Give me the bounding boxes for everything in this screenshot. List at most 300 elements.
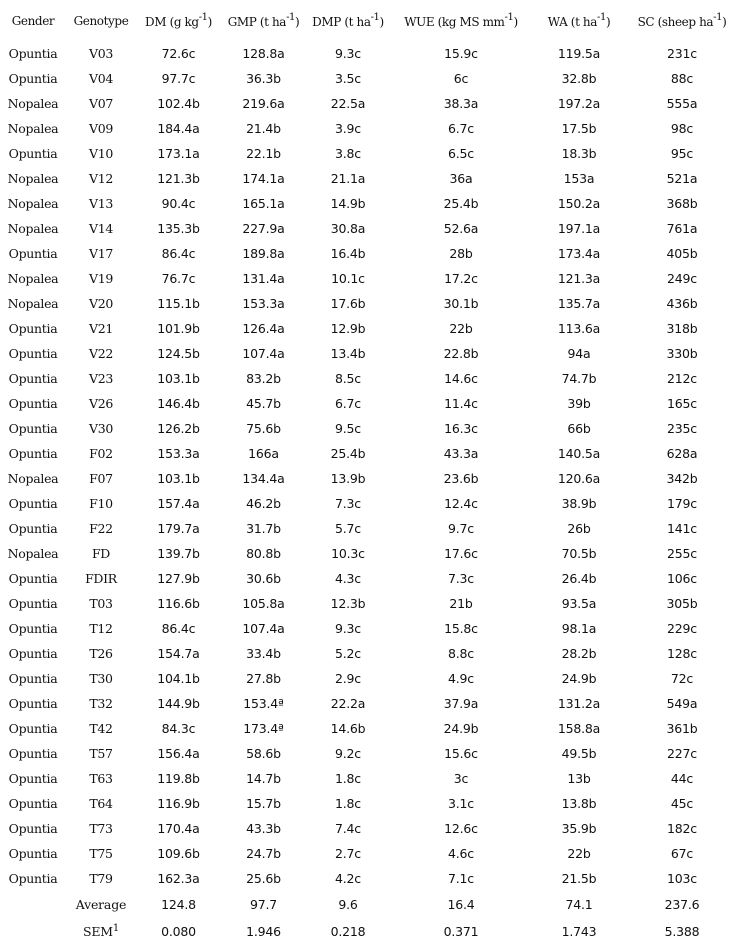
cell-wa: 197.2a [557,96,601,111]
cell-gmp: 45.7b [246,396,281,411]
cell-wa: 135.7a [557,296,601,311]
cell-dm: 127.9b [157,571,200,586]
cell-gender: Opuntia [8,646,58,661]
cell-dmp: 7.4c [335,821,361,836]
cell-gmp: 219.6a [242,96,285,111]
average-gmp: 97.7 [249,897,278,912]
cell-gender: Opuntia [8,671,58,686]
cell-wue: 15.9c [444,46,478,61]
cell-sc: 521a [666,171,698,186]
cell-dmp: 5.2c [335,646,361,661]
cell-gmp: 107.4a [242,621,285,636]
cell-gmp: 21.4b [246,121,281,136]
cell-sc: 330b [666,346,698,361]
cell-dmp: 4.2c [335,871,361,886]
cell-genotype: T57 [89,746,113,761]
cell-gmp: 43.3b [246,821,281,836]
cell-dmp: 25.4b [330,446,366,461]
cell-gmp: 24.7b [246,846,281,861]
cell-wue: 12.6c [444,821,478,836]
cell-sc: 44c [670,771,694,786]
cell-gender: Nopalea [7,296,59,311]
cell-gmp: 25.6b [246,871,281,886]
table-row [0,816,738,841]
cell-genotype: FDIR [85,571,117,586]
cell-dm: 84.3c [161,721,196,736]
cell-sc: 342b [666,471,698,486]
cell-dm: 115.1b [157,296,200,311]
cell-gender: Nopalea [7,471,59,486]
sem-sc: 5.388 [664,924,700,939]
cell-wue: 3c [453,771,469,786]
table-row [0,466,738,491]
cell-dmp: 1.8c [335,771,361,786]
cell-dmp: 4.3c [335,571,361,586]
table-row [0,841,738,866]
table-row [0,316,738,341]
cell-dm: 173.1a [157,146,200,161]
cell-sc: 555a [666,96,698,111]
cell-genotype: T30 [89,671,113,686]
cell-wue: 16.3c [444,421,478,436]
sem-row [0,918,738,945]
cell-gmp: 14.7b [246,771,281,786]
cell-dm: 121.3b [157,171,200,186]
cell-wue: 6.5c [448,146,474,161]
cell-genotype: V14 [88,221,114,236]
cell-gender: Nopalea [7,171,59,186]
cell-wa: 28.2b [561,646,597,661]
cell-genotype: T64 [89,796,113,811]
cell-sc: 405b [666,246,698,261]
header-dm: DM (g $kg^{-1}$) [145,11,212,29]
cell-wue: 14.6c [444,371,478,386]
cell-wa: 24.9b [561,671,597,686]
cell-wa: 197.1a [557,221,601,236]
cell-sc: 229c [667,621,697,636]
cell-gmp: 174.1a [242,171,285,186]
cell-dm: 90.4c [161,196,196,211]
cell-wue: 11.4c [444,396,478,411]
cell-wue: 43.3a [443,446,479,461]
cell-sc: 67c [670,846,694,861]
cell-sc: 165c [667,396,697,411]
table-row [0,91,738,116]
cell-sc: 227c [667,746,697,761]
cell-wue: 12.4c [444,496,478,511]
cell-gmp: 58.6b [246,746,281,761]
cell-gender: Opuntia [8,621,58,636]
cell-sc: 318b [666,321,698,336]
cell-wa: 153a [563,171,595,186]
cell-wue: 37.9a [443,696,479,711]
cell-gmp: 31.7b [246,521,281,536]
table-row [0,141,738,166]
cell-sc: 72c [670,671,694,686]
cell-gender: Opuntia [8,346,58,361]
cell-dmp: 9.3c [335,46,361,61]
cell-dm: 184.4a [157,121,200,136]
table-row [0,441,738,466]
cell-sc: 231c [667,46,697,61]
cell-empty [0,918,66,945]
cell-genotype: T32 [89,696,113,711]
table-row [0,216,738,241]
cell-wa: 26b [567,521,591,536]
cell-wa: 113.6a [557,321,601,336]
table-row [0,391,738,416]
cell-dmp: 3.9c [335,121,361,136]
cell-genotype: T42 [89,721,113,736]
sem-wa: 1.743 [561,924,597,939]
cell-dm: 179.7a [157,521,200,536]
cell-gender: Opuntia [8,46,58,61]
cell-gmp: 131.4a [242,271,285,286]
cell-sc: 305b [666,596,698,611]
cell-genotype: T79 [89,871,113,886]
cell-sc: 179c [667,496,697,511]
cell-genotype: V10 [88,146,114,161]
cell-sc: 103c [667,871,697,886]
cell-genotype: T73 [89,821,113,836]
cell-dm: 126.2b [157,421,200,436]
cell-wa: 66b [567,421,591,436]
table-row [0,866,738,891]
table-row [0,716,738,741]
cell-gender: Nopalea [7,121,59,136]
cell-dmp: 13.9b [330,471,366,486]
cell-dmp: 12.9b [330,321,366,336]
average-wue: 16.4 [447,897,475,912]
cell-genotype: V22 [88,346,114,361]
cell-wue: 28b [449,246,473,261]
cell-gender: Nopalea [7,271,59,286]
cell-sc: 235c [667,421,697,436]
table-row [0,166,738,191]
cell-wa: 22b [567,846,591,861]
cell-wa: 119.5a [557,46,601,61]
cell-gmp: 126.4a [242,321,285,336]
cell-sc: 128c [667,646,697,661]
cell-gmp: 107.4a [242,346,285,361]
cell-wa: 13b [567,771,591,786]
cell-dm: 135.3b [157,221,200,236]
cell-wa: 35.9b [561,821,597,836]
cell-wue: 9.7c [448,521,474,536]
cell-dmp: 14.6b [330,721,366,736]
cell-dm: 102.4b [157,96,200,111]
cell-gmp: 189.8a [242,246,285,261]
table-row [0,116,738,141]
cell-wa: 13.8b [561,796,597,811]
cell-dm: 139.7b [157,546,200,561]
cell-wue: 22.8b [443,346,479,361]
cell-gmp: 153.3a [242,296,285,311]
cell-gmp: 15.7b [246,796,281,811]
table-row [0,241,738,266]
cell-wue: 6.7c [448,121,474,136]
cell-wue: 8.8c [448,646,474,661]
header-wa: WA (t $ha^{-1}$) [547,11,611,29]
cell-dmp: 13.4b [330,346,366,361]
cell-gender: Opuntia [8,721,58,736]
table-row [0,591,738,616]
table-row [0,641,738,666]
cell-gender: Opuntia [8,246,58,261]
cell-dm: 101.9b [157,321,200,336]
cell-gmp: 75.6b [246,421,281,436]
table-row [0,766,738,791]
cell-sc: 249c [667,271,697,286]
cell-sc: 255c [667,546,697,561]
cell-wa: 93.5a [561,596,597,611]
cell-genotype: V09 [88,121,114,136]
cell-genotype: FD [91,546,111,561]
table-row [0,491,738,516]
cell-wa: 21.5b [561,871,597,886]
cell-wue: 17.2c [444,271,478,286]
header-dmp: DMP (t $ha^{-1}$) [312,11,384,29]
cell-dm: 103.1b [157,371,200,386]
cell-wa: 32.8b [561,71,597,86]
header-genotype: Genotype [73,13,129,28]
cell-sc: 361b [666,721,698,736]
table-row [0,791,738,816]
cell-wue: 4.6c [448,846,474,861]
cell-dmp: 10.3c [331,546,365,561]
cell-sc: 368b [666,196,698,211]
cell-dmp: 9.2c [335,746,361,761]
cell-sc: 761a [666,221,698,236]
cell-gmp: 83.2b [246,371,281,386]
cell-gender: Opuntia [8,571,58,586]
cell-genotype: V13 [88,196,114,211]
cell-dm: 124.5b [157,346,200,361]
cell-wue: 30.1b [443,296,479,311]
cell-gender: Opuntia [8,371,58,386]
cell-wue: 22b [449,321,473,336]
table-row [0,66,738,91]
cell-dm: 76.7c [161,271,196,286]
table-row [0,266,738,291]
cell-gmp: 128.8a [242,46,285,61]
header-sc: SC (sheep $ha^{-1}$) [637,11,727,29]
cell-genotype: V21 [88,321,114,336]
cell-wue: 4.9c [448,671,474,686]
cell-dmp: 30.8a [330,221,366,236]
cell-gmp: 46.2b [246,496,281,511]
cell-dmp: 2.9c [335,671,361,686]
cell-wue: 25.4b [443,196,479,211]
cell-gmp: 153.4ª [243,696,284,711]
cell-gmp: 173.4ª [243,721,284,736]
cell-gender: Opuntia [8,821,58,836]
cell-wa: 94a [567,346,591,361]
cell-wue: 17.6c [444,546,478,561]
cell-gmp: 27.8b [246,671,281,686]
cell-gmp: 36.3b [246,71,281,86]
cell-wa: 173.4a [557,246,601,261]
average-sc: 237.6 [664,897,700,912]
table-row [0,691,738,716]
cell-dm: 170.4a [157,821,200,836]
cell-gender: Opuntia [8,446,58,461]
cell-wue: 23.6b [443,471,479,486]
cell-gmp: 166a [248,446,279,461]
table-row [0,616,738,641]
cell-gender: Nopalea [7,96,59,111]
cell-genotype: V23 [88,371,114,386]
cell-wa: 74.7b [561,371,597,386]
cell-genotype: V03 [88,46,114,61]
cell-genotype: T12 [89,621,113,636]
cell-gmp: 134.4a [242,471,285,486]
cell-wue: 15.8c [444,621,478,636]
cell-gender: Opuntia [8,846,58,861]
table-body [0,41,738,891]
table-row [0,341,738,366]
cell-dmp: 16.4b [330,246,366,261]
header-gmp: GMP (t $ha^{-1}$) [227,11,300,29]
cell-genotype: F02 [89,446,113,461]
cell-dmp: 2.7c [335,846,361,861]
cell-wa: 18.3b [561,146,597,161]
cell-gender: Opuntia [8,796,58,811]
sem-dm: 0.080 [161,924,196,939]
cell-wa: 158.8a [557,721,601,736]
cell-wa: 38.9b [561,496,597,511]
header-row [0,0,738,41]
cell-sc: 628a [666,446,698,461]
cell-dmp: 10.1c [331,271,365,286]
sem-gmp: 1.946 [246,924,281,939]
cell-gender: Opuntia [8,396,58,411]
header-gender: Gender [11,13,55,28]
cell-wue: 36a [449,171,473,186]
table-row [0,191,738,216]
cell-dmp: 5.7c [335,521,361,536]
cell-sc: 182c [667,821,697,836]
cell-gender: Opuntia [8,746,58,761]
cell-sc: 88c [670,71,694,86]
cell-wue: 52.6a [443,221,479,236]
cell-dmp: 14.9b [330,196,366,211]
cell-sc: 95c [670,146,694,161]
cell-wa: 120.6a [557,471,601,486]
cell-dmp: 9.5c [335,421,361,436]
cell-empty [0,891,66,918]
cell-genotype: F07 [89,471,113,486]
cell-genotype: V12 [88,171,114,186]
cell-wue: 21b [449,596,473,611]
cell-genotype: V30 [88,421,114,436]
cell-dm: 156.4a [157,746,200,761]
cell-dm: 86.4c [161,621,196,636]
cell-wa: 17.5b [561,121,597,136]
cell-gmp: 80.8b [246,546,281,561]
cell-sc: 212c [667,371,697,386]
cell-wue: 6c [453,71,469,86]
cell-wue: 24.9b [443,721,479,736]
cell-dmp: 6.7c [335,396,361,411]
cell-dmp: 17.6b [330,296,366,311]
cell-genotype: F22 [89,521,113,536]
sem-label: SEM$^1$ [82,923,120,940]
cell-dmp: 3.8c [335,146,361,161]
cell-wa: 121.3a [557,271,601,286]
cell-genotype: T03 [89,596,113,611]
cell-genotype: T63 [89,771,113,786]
cell-genotype: T26 [89,646,113,661]
cell-gmp: 227.9a [242,221,285,236]
table-row [0,741,738,766]
cell-dm: 97.7c [161,71,196,86]
cell-gender: Opuntia [8,596,58,611]
cell-gender: Opuntia [8,71,58,86]
cell-wa: 140.5a [557,446,601,461]
average-label: Average [75,897,127,912]
table-row [0,291,738,316]
cell-sc: 98c [670,121,694,136]
cell-dmp: 3.5c [335,71,361,86]
cell-gmp: 105.8a [242,596,285,611]
cell-gender: Opuntia [8,321,58,336]
cell-dm: 86.4c [161,246,196,261]
table-row [0,541,738,566]
cell-sc: 45c [670,796,694,811]
cell-gender: Opuntia [8,771,58,786]
cell-wue: 7.1c [448,871,474,886]
cell-gender: Opuntia [8,496,58,511]
cell-dmp: 12.3b [330,596,366,611]
cell-wa: 131.2a [557,696,601,711]
cell-gender: Opuntia [8,521,58,536]
table-row [0,366,738,391]
cell-dm: 116.6b [157,596,200,611]
cell-wue: 15.6c [444,746,478,761]
cell-gender: Nopalea [7,196,59,211]
cell-wue: 3.1c [448,796,474,811]
cell-dm: 157.4a [157,496,200,511]
average-dm: 124.8 [161,897,196,912]
cell-genotype: F10 [89,496,113,511]
sem-dmp: 0.218 [330,924,366,939]
cell-dmp: 1.8c [335,796,361,811]
cell-wa: 150.2a [557,196,601,211]
cell-gender: Opuntia [8,421,58,436]
cell-gender: Nopalea [7,221,59,236]
cell-gmp: 33.4b [246,646,281,661]
cell-dm: 104.1b [157,671,200,686]
table-row [0,566,738,591]
cell-genotype: V26 [88,396,114,411]
cell-sc: 436b [666,296,698,311]
cell-dm: 116.9b [157,796,200,811]
cell-dmp: 21.1a [330,171,366,186]
cell-sc: 549a [666,696,698,711]
cell-genotype: V04 [88,71,114,86]
cell-gender: Opuntia [8,871,58,886]
cell-sc: 106c [667,571,697,586]
cell-dm: 154.7a [157,646,200,661]
cell-dm: 103.1b [157,471,200,486]
cell-gender: Nopalea [7,546,59,561]
cell-wa: 26.4b [561,571,597,586]
cell-dmp: 8.5c [335,371,361,386]
cell-dm: 146.4b [157,396,200,411]
average-row [0,891,738,918]
cell-dm: 144.9b [157,696,200,711]
